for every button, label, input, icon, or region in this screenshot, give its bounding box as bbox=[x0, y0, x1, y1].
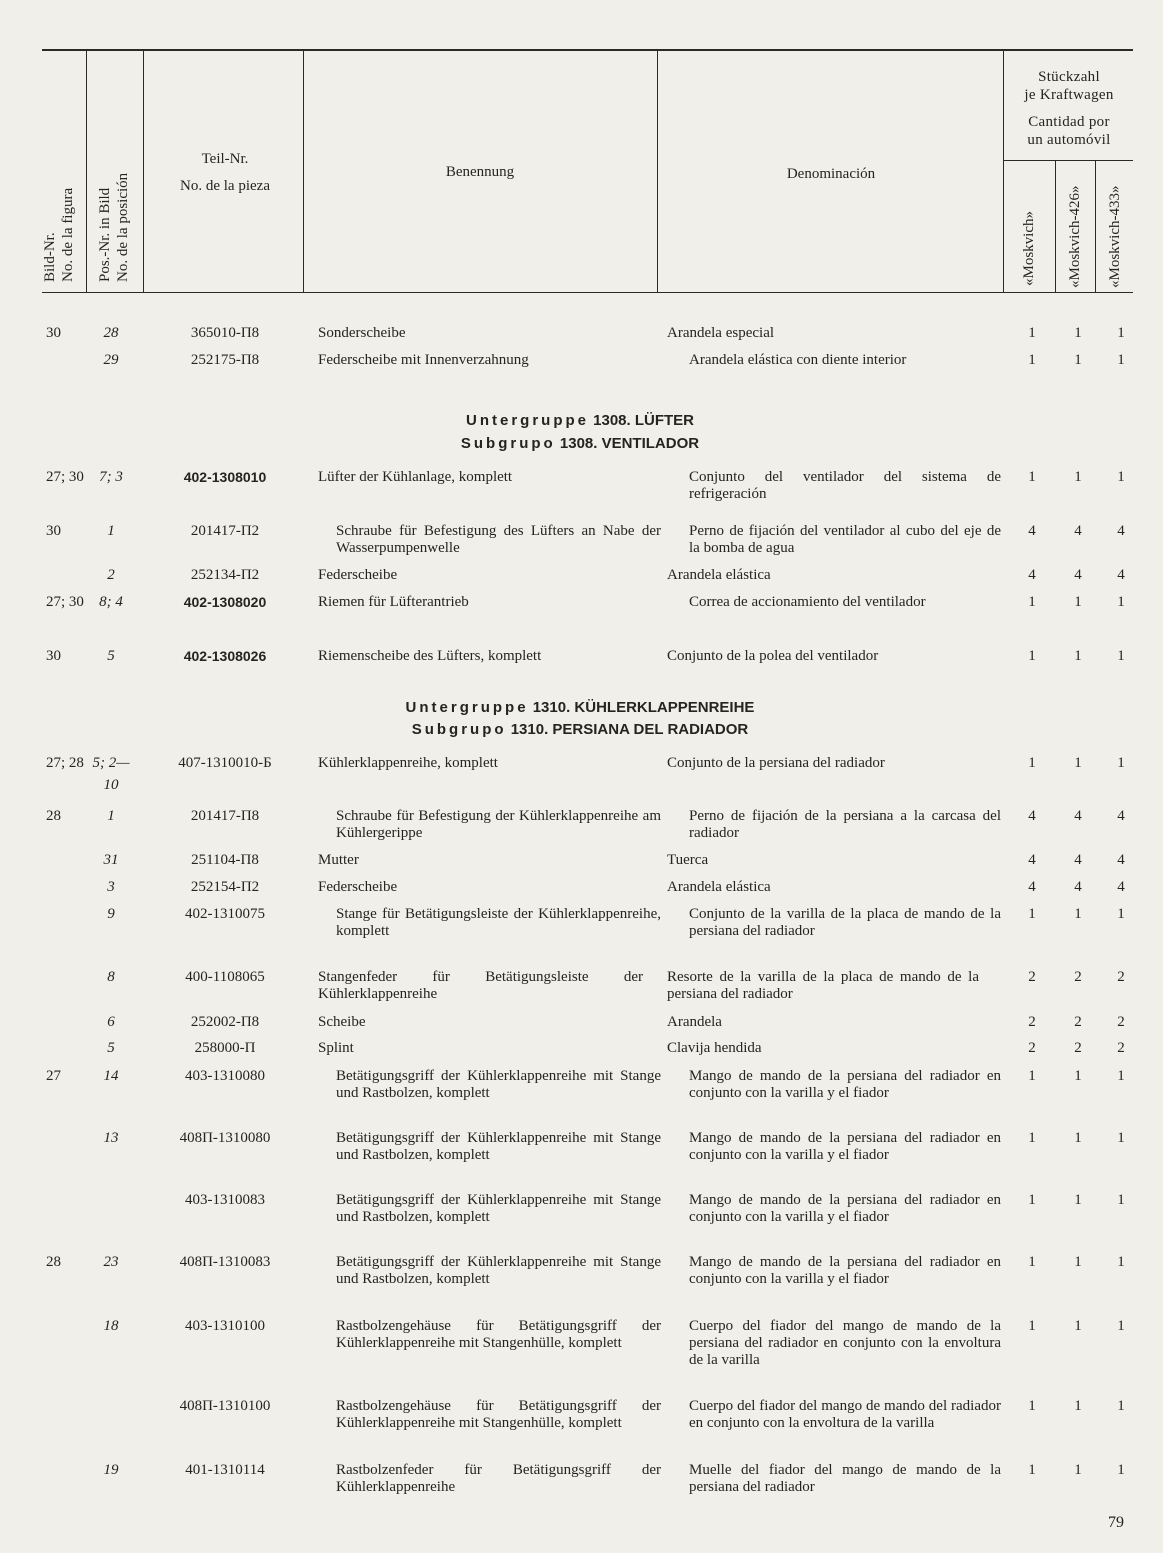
qty-moskvich: 1 bbox=[1028, 648, 1036, 664]
name-german: Rastbolzengehäuse für Betätigungsgriff der Kühlerklappenreihe mit Stangenhülle, komplett bbox=[336, 1398, 661, 1431]
position-number: 2 bbox=[107, 567, 115, 583]
position-number: 29 bbox=[103, 352, 119, 368]
name-german: Riemen für Lüfterantrieb bbox=[318, 594, 469, 610]
name-german: Rastbolzengehäuse für Betätigungsgriff der Kühlerklappenreihe mit Stangenhülle, komplett bbox=[336, 1318, 661, 1351]
qty-moskvich: 1 bbox=[1028, 352, 1036, 368]
name-spanish: Conjunto del ventilador del sistema de refrigeración bbox=[689, 469, 1001, 502]
part-number: 403-1310083 bbox=[185, 1192, 265, 1208]
figure-number: 28 bbox=[46, 1254, 61, 1270]
figure-number: 28 bbox=[46, 808, 61, 824]
qty-moskvich-426: 2 bbox=[1074, 1040, 1082, 1056]
name-german: Stangenfeder für Betätigungsleiste der Kühlerklappenreihe bbox=[318, 969, 643, 1002]
qty-moskvich-433: 4 bbox=[1117, 523, 1125, 539]
name-spanish: Mango de mando de la persiana del radiador en conjunto con la varilla y el fiador bbox=[689, 1254, 1001, 1287]
name-spanish: Mango de mando de la persiana del radiador en conjunto con la varilla y el fiador bbox=[689, 1130, 1001, 1163]
header-pos: Pos.-Nr. in Bild No. de la posición bbox=[97, 172, 131, 282]
header-model-3: «Moskvich-433» bbox=[1107, 185, 1123, 288]
figure-number: 30 bbox=[46, 523, 61, 539]
name-german: Scheibe bbox=[318, 1014, 366, 1030]
part-number: 408П-1310083 bbox=[179, 1254, 271, 1270]
header-stueckzahl: Stückzahl je Kraftwagen bbox=[1024, 69, 1114, 103]
figure-number: 27; 28 bbox=[46, 755, 84, 771]
position-number: 1 bbox=[107, 808, 115, 824]
part-number: 403-1310100 bbox=[185, 1318, 265, 1334]
qty-moskvich: 2 bbox=[1028, 1014, 1036, 1030]
figure-number: 27 bbox=[46, 1068, 61, 1084]
part-number: 400-1108065 bbox=[185, 969, 265, 985]
qty-moskvich-426: 4 bbox=[1074, 523, 1082, 539]
qty-moskvich: 1 bbox=[1028, 1462, 1036, 1478]
position-number: 9 bbox=[107, 906, 115, 922]
name-spanish: Conjunto de la polea del ventilador bbox=[667, 648, 879, 664]
name-german: Betätigungsgriff der Kühlerklappenreihe mit Stange und Rastbolzen, komplett bbox=[336, 1192, 661, 1225]
part-number: 258000-П bbox=[194, 1040, 256, 1056]
position-number: 7; 3 bbox=[99, 469, 123, 485]
name-spanish: Clavija hendida bbox=[667, 1040, 762, 1056]
figure-number: 30 bbox=[46, 325, 61, 341]
qty-moskvich: 1 bbox=[1028, 1398, 1036, 1414]
name-spanish: Perno de fijación de la persiana a la carcasa del radiador bbox=[689, 808, 1001, 841]
part-number: 201417-П2 bbox=[190, 523, 260, 539]
name-german: Federscheibe bbox=[318, 567, 398, 583]
position-number: 31 bbox=[103, 852, 119, 868]
qty-moskvich-433: 4 bbox=[1117, 808, 1125, 824]
part-number: 365010-П8 bbox=[190, 325, 260, 341]
part-number: 251104-П8 bbox=[191, 852, 259, 868]
name-german: Betätigungsgriff der Kühlerklappenreihe mit Stange und Rastbolzen, komplett bbox=[336, 1068, 661, 1101]
position-number: 28 bbox=[103, 325, 119, 341]
position-number: 23 bbox=[103, 1254, 119, 1270]
qty-moskvich: 4 bbox=[1028, 523, 1036, 539]
qty-moskvich-433: 2 bbox=[1117, 1040, 1125, 1056]
qty-moskvich-426: 1 bbox=[1074, 1130, 1082, 1146]
position-number: 8; 4 bbox=[99, 594, 123, 610]
table-top-rule bbox=[42, 49, 1133, 51]
qty-moskvich: 1 bbox=[1028, 325, 1036, 341]
section-heading-1310: Untergruppe 1310. KÜHLERKLAPPENREIHE Subgrupo 1310. PERSIANA DEL RADIADOR bbox=[405, 699, 755, 738]
qty-moskvich-426: 1 bbox=[1074, 755, 1082, 771]
header-bild: Bild-Nr. No. de la figura bbox=[42, 187, 76, 282]
qty-moskvich: 1 bbox=[1028, 594, 1036, 610]
header-denominacion: Denominación bbox=[786, 166, 876, 182]
name-spanish: Arandela especial bbox=[667, 325, 775, 341]
qty-moskvich: 4 bbox=[1028, 852, 1036, 868]
part-number: 252002-П8 bbox=[190, 1014, 260, 1030]
qty-moskvich-433: 4 bbox=[1117, 879, 1125, 895]
figure-number: 27; 30 bbox=[46, 469, 84, 485]
qty-moskvich-426: 1 bbox=[1074, 1462, 1082, 1478]
part-number: 402-1308026 bbox=[183, 648, 267, 664]
qty-moskvich: 4 bbox=[1028, 879, 1036, 895]
name-german: Lüfter der Kühlanlage, komplett bbox=[318, 469, 513, 485]
qty-moskvich: 1 bbox=[1028, 755, 1036, 771]
column-divider bbox=[143, 51, 144, 292]
name-german: Rastbolzenfeder für Betätigungsgriff der Kühlerklappenreihe bbox=[336, 1462, 661, 1495]
qty-moskvich-426: 4 bbox=[1074, 567, 1082, 583]
qty-moskvich-433: 1 bbox=[1117, 594, 1125, 610]
part-number: 401-1310114 bbox=[185, 1462, 265, 1478]
qty-moskvich: 4 bbox=[1028, 808, 1036, 824]
qty-moskvich-426: 1 bbox=[1074, 906, 1082, 922]
qty-moskvich-426: 1 bbox=[1074, 1398, 1082, 1414]
name-spanish: Correa de accionamiento del ventilador bbox=[689, 594, 926, 610]
position-number: 5; 2—10 bbox=[92, 755, 130, 793]
qty-moskvich-426: 1 bbox=[1074, 1068, 1082, 1084]
qty-moskvich-426: 1 bbox=[1074, 469, 1082, 485]
position-number: 1 bbox=[107, 523, 115, 539]
name-spanish: Conjunto de la varilla de la placa de mando de la persiana del radiador bbox=[689, 906, 1001, 939]
header-teil: Teil-Nr. No. de la pieza bbox=[180, 151, 270, 194]
qty-moskvich-433: 1 bbox=[1117, 1462, 1125, 1478]
name-spanish: Arandela elástica bbox=[667, 879, 771, 895]
name-spanish: Tuerca bbox=[667, 852, 709, 868]
part-number: 252134-П2 bbox=[190, 567, 260, 583]
name-german: Schraube für Befestigung des Lüfters an Nabe der Wasserpumpenwelle bbox=[336, 523, 661, 556]
qty-moskvich-433: 1 bbox=[1117, 325, 1125, 341]
part-number: 402-1308010 bbox=[183, 469, 267, 485]
position-number: 13 bbox=[103, 1130, 119, 1146]
part-number: 408П-1310100 bbox=[179, 1398, 271, 1414]
qty-moskvich: 1 bbox=[1028, 1318, 1036, 1334]
qty-moskvich-433: 1 bbox=[1117, 1130, 1125, 1146]
name-spanish: Cuerpo del fiador del mango de mando del radiador en conjunto con la envoltura de la varilla bbox=[689, 1398, 1001, 1431]
name-spanish: Mango de mando de la persiana del radiador en conjunto con la varilla y el fiador bbox=[689, 1068, 1001, 1101]
qty-moskvich-433: 4 bbox=[1117, 852, 1125, 868]
header-model-1: «Moskvich» bbox=[1021, 211, 1037, 286]
name-spanish: Arandela bbox=[667, 1014, 722, 1030]
position-number: 5 bbox=[107, 648, 115, 664]
qty-moskvich: 1 bbox=[1028, 1130, 1036, 1146]
column-divider bbox=[1095, 160, 1096, 292]
name-german: Stange für Betätigungsleiste der Kühlerklappenreihe, komplett bbox=[336, 906, 661, 939]
qty-moskvich-426: 1 bbox=[1074, 648, 1082, 664]
name-german: Riemenscheibe des Lüfters, komplett bbox=[318, 648, 542, 664]
qty-moskvich-433: 1 bbox=[1117, 352, 1125, 368]
column-divider bbox=[1003, 51, 1004, 292]
part-number: 403-1310080 bbox=[185, 1068, 265, 1084]
name-german: Mutter bbox=[318, 852, 359, 868]
qty-moskvich-426: 4 bbox=[1074, 879, 1082, 895]
position-number: 5 bbox=[107, 1040, 115, 1056]
name-spanish: Arandela elástica bbox=[667, 567, 771, 583]
name-spanish: Conjunto de la persiana del radiador bbox=[667, 755, 885, 771]
name-german: Federscheibe mit Innenverzahnung bbox=[318, 352, 529, 368]
section-heading-1308: Untergruppe 1308. LÜFTER Subgrupo 1308. VENTILADOR bbox=[460, 412, 700, 452]
part-number: 407-1310010-Б bbox=[178, 755, 272, 771]
name-german: Splint bbox=[318, 1040, 354, 1056]
qty-moskvich-426: 1 bbox=[1074, 352, 1082, 368]
position-number: 3 bbox=[107, 879, 115, 895]
qty-moskvich: 2 bbox=[1028, 969, 1036, 985]
name-german: Federscheibe bbox=[318, 879, 398, 895]
part-number: 201417-П8 bbox=[190, 808, 260, 824]
qty-moskvich: 1 bbox=[1028, 906, 1036, 922]
qty-moskvich-426: 2 bbox=[1074, 969, 1082, 985]
qty-moskvich-426: 1 bbox=[1074, 594, 1082, 610]
qty-moskvich: 1 bbox=[1028, 469, 1036, 485]
qty-moskvich-433: 1 bbox=[1117, 648, 1125, 664]
figure-number: 30 bbox=[46, 648, 61, 664]
name-spanish: Arandela elástica con diente interior bbox=[689, 352, 907, 368]
qty-moskvich-433: 2 bbox=[1117, 1014, 1125, 1030]
qty-moskvich-433: 1 bbox=[1117, 469, 1125, 485]
qty-moskvich-433: 1 bbox=[1117, 1192, 1125, 1208]
quantity-header-rule bbox=[1003, 160, 1133, 161]
column-divider bbox=[1055, 160, 1056, 292]
page-number: 79 bbox=[1108, 1514, 1124, 1531]
qty-moskvich-433: 1 bbox=[1117, 1254, 1125, 1270]
qty-moskvich-433: 1 bbox=[1117, 1068, 1125, 1084]
column-divider bbox=[303, 51, 304, 292]
name-german: Betätigungsgriff der Kühlerklappenreihe mit Stange und Rastbolzen, komplett bbox=[336, 1254, 661, 1287]
name-german: Betätigungsgriff der Kühlerklappenreihe mit Stange und Rastbolzen, komplett bbox=[336, 1130, 661, 1163]
column-divider bbox=[657, 51, 658, 292]
position-number: 6 bbox=[107, 1014, 115, 1030]
position-number: 18 bbox=[103, 1318, 119, 1334]
part-number: 408П-1310080 bbox=[179, 1130, 271, 1146]
qty-moskvich: 2 bbox=[1028, 1040, 1036, 1056]
qty-moskvich-433: 1 bbox=[1117, 1398, 1125, 1414]
qty-moskvich-426: 1 bbox=[1074, 1318, 1082, 1334]
name-german: Kühlerklappenreihe, komplett bbox=[318, 755, 498, 771]
part-number: 252154-П2 bbox=[190, 879, 260, 895]
header-benennung: Benennung bbox=[445, 164, 515, 180]
qty-moskvich-426: 1 bbox=[1074, 1192, 1082, 1208]
name-spanish: Resorte de la varilla de la placa de mando de la persiana del radiador bbox=[667, 969, 979, 1002]
position-number: 8 bbox=[107, 969, 115, 985]
name-german: Schraube für Befestigung der Kühlerklappenreihe am Kühlergerippe bbox=[336, 808, 661, 841]
name-spanish: Muelle del fiador del mango de mando de la persiana del radiador bbox=[689, 1462, 1001, 1495]
part-number: 252175-П8 bbox=[190, 352, 260, 368]
name-spanish: Mango de mando de la persiana del radiador en conjunto con la varilla y el fiador bbox=[689, 1192, 1001, 1225]
header-cantidad: Cantidad por un automóvil bbox=[1027, 114, 1111, 148]
qty-moskvich-433: 4 bbox=[1117, 567, 1125, 583]
qty-moskvich-426: 1 bbox=[1074, 1254, 1082, 1270]
qty-moskvich-426: 4 bbox=[1074, 852, 1082, 868]
qty-moskvich-433: 1 bbox=[1117, 1318, 1125, 1334]
qty-moskvich-433: 1 bbox=[1117, 755, 1125, 771]
name-spanish: Cuerpo del fiador del mango de mando de la persiana del radiador en conjunto con la envoltura de la varilla bbox=[689, 1318, 1001, 1368]
part-number: 402-1310075 bbox=[185, 906, 265, 922]
part-number: 402-1308020 bbox=[183, 594, 267, 610]
column-divider bbox=[86, 51, 87, 292]
qty-moskvich: 4 bbox=[1028, 567, 1036, 583]
position-number: 19 bbox=[103, 1462, 119, 1478]
header-bottom-rule bbox=[42, 292, 1133, 293]
qty-moskvich-426: 1 bbox=[1074, 325, 1082, 341]
position-number: 14 bbox=[103, 1068, 119, 1084]
qty-moskvich: 1 bbox=[1028, 1192, 1036, 1208]
qty-moskvich: 1 bbox=[1028, 1068, 1036, 1084]
figure-number: 27; 30 bbox=[46, 594, 84, 610]
qty-moskvich-433: 2 bbox=[1117, 969, 1125, 985]
qty-moskvich-426: 4 bbox=[1074, 808, 1082, 824]
qty-moskvich-426: 2 bbox=[1074, 1014, 1082, 1030]
header-model-2: «Moskvich-426» bbox=[1067, 185, 1083, 288]
name-spanish: Perno de fijación del ventilador al cubo del eje de la bomba de agua bbox=[689, 523, 1001, 556]
name-german: Sonderscheibe bbox=[318, 325, 406, 341]
qty-moskvich: 1 bbox=[1028, 1254, 1036, 1270]
qty-moskvich-433: 1 bbox=[1117, 906, 1125, 922]
